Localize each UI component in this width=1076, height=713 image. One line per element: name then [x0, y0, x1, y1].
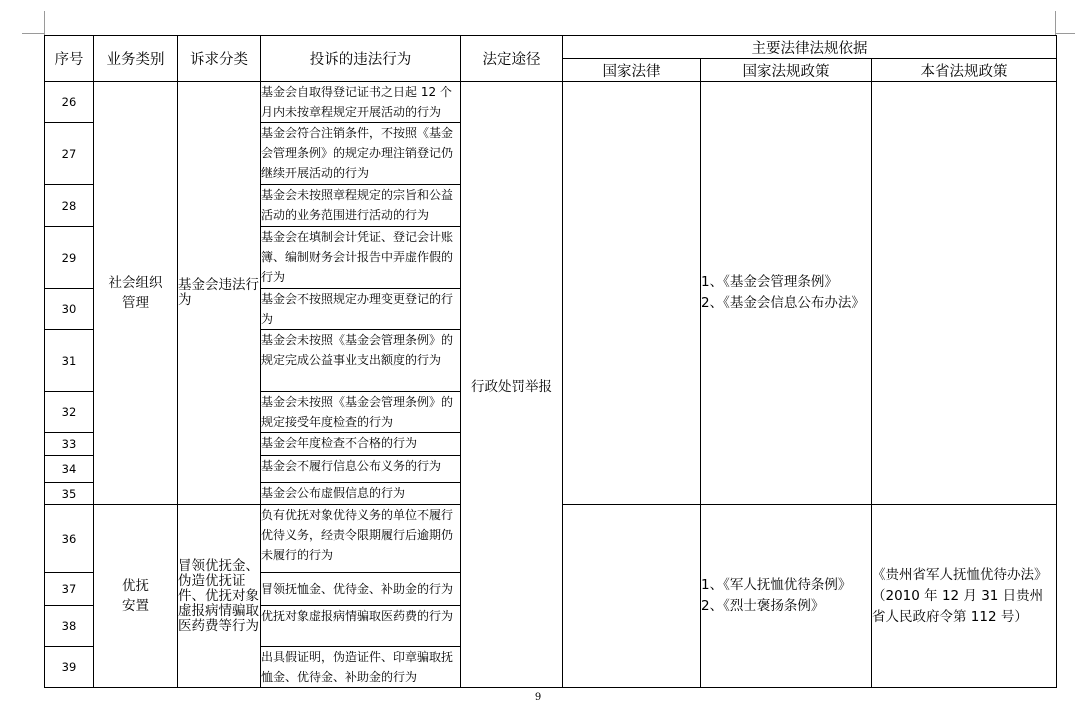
- header-route: 法定途径: [461, 36, 563, 82]
- provincial-policy: 《贵州省军人抚恤优待办法》（2010 年 12 月 31 日贵州省人民政府令第 112 号）: [872, 505, 1057, 688]
- illegal-act: 基金会自取得登记证书之日起 12 个月内未按章程规定开展活动的行为: [261, 82, 461, 123]
- row-seq: 36: [45, 505, 94, 573]
- business-category: 社会组织管理: [94, 82, 178, 505]
- row-seq: 31: [45, 330, 94, 392]
- header-claim: 诉求分类: [178, 36, 261, 82]
- row-seq: 27: [45, 123, 94, 185]
- illegal-act: 基金会符合注销条件，不按照《基金会管理条例》的规定办理注销登记仍继续开展活动的行为: [261, 123, 461, 185]
- illegal-act: 基金会未按照章程规定的宗旨和公益活动的业务范围进行活动的行为: [261, 185, 461, 227]
- regulation-table: [44, 35, 1057, 688]
- illegal-act: 冒领抚恤金、优待金、补助金的行为: [261, 573, 461, 606]
- row-seq: 33: [45, 433, 94, 456]
- claim-category: 冒领优抚金、伪造优抚证件、优抚对象虚报病情骗取医药费等行为: [178, 505, 261, 688]
- business-category: 优抚安置: [94, 505, 178, 688]
- row-seq: 35: [45, 483, 94, 505]
- header-seq: 序号: [45, 36, 94, 82]
- row-seq: 29: [45, 227, 94, 289]
- row-seq: 39: [45, 647, 94, 688]
- row-seq: 26: [45, 82, 94, 123]
- claim-category: 基金会违法行为: [178, 82, 261, 505]
- page-number: 9: [534, 692, 542, 703]
- header-basis: 主要法律法规依据: [563, 36, 1057, 59]
- illegal-act: 负有优抚对象优待义务的单位不履行优待义务，经责令限期履行后逾期仍未履行的行为: [261, 505, 461, 573]
- row-seq: 34: [45, 456, 94, 483]
- crop-mark-top-left: [44, 11, 45, 35]
- illegal-act: 出具假证明，伪造证件、印章骗取抚恤金、优待金、补助金的行为: [261, 647, 461, 688]
- national-law: [563, 505, 701, 688]
- illegal-act: 基金会不按照规定办理变更登记的行为: [261, 289, 461, 330]
- illegal-act: 基金会不履行信息公布义务的行为: [261, 456, 461, 483]
- illegal-act: 基金会未按照《基金会管理条例》的规定接受年度检查的行为: [261, 392, 461, 433]
- national-policy: 1、《军人抚恤优待条例》 2、《烈士褒扬条例》: [701, 505, 872, 688]
- crop-mark-top-right: [1055, 33, 1075, 34]
- illegal-act: 优抚对象虚报病情骗取医药费的行为: [261, 606, 461, 647]
- provincial-policy: [872, 82, 1057, 505]
- national-policy: 1、《基金会管理条例》 2、《基金会信息公布办法》: [701, 82, 872, 505]
- national-law: [563, 82, 701, 505]
- legal-route: 行政处罚举报: [461, 82, 563, 688]
- header-behavior: 投诉的违法行为: [261, 36, 461, 82]
- row-seq: 28: [45, 185, 94, 227]
- row-seq: 32: [45, 392, 94, 433]
- illegal-act: 基金会年度检查不合格的行为: [261, 433, 461, 456]
- crop-mark-top-left: [22, 33, 45, 34]
- row-seq: 30: [45, 289, 94, 330]
- header-business: 业务类别: [94, 36, 178, 82]
- header-provincial-policy: 本省法规政策: [872, 59, 1057, 82]
- illegal-act: 基金会在填制会计凭证、登记会计账簿、编制财务会计报告中弄虚作假的行为: [261, 227, 461, 289]
- header-national-law: 国家法律: [563, 59, 701, 82]
- row-seq: 38: [45, 606, 94, 647]
- illegal-act: 基金会公布虚假信息的行为: [261, 483, 461, 505]
- crop-mark-top-right: [1055, 11, 1056, 35]
- illegal-act: 基金会未按照《基金会管理条例》的规定完成公益事业支出额度的行为: [261, 330, 461, 392]
- row-seq: 37: [45, 573, 94, 606]
- header-national-policy: 国家法规政策: [701, 59, 872, 82]
